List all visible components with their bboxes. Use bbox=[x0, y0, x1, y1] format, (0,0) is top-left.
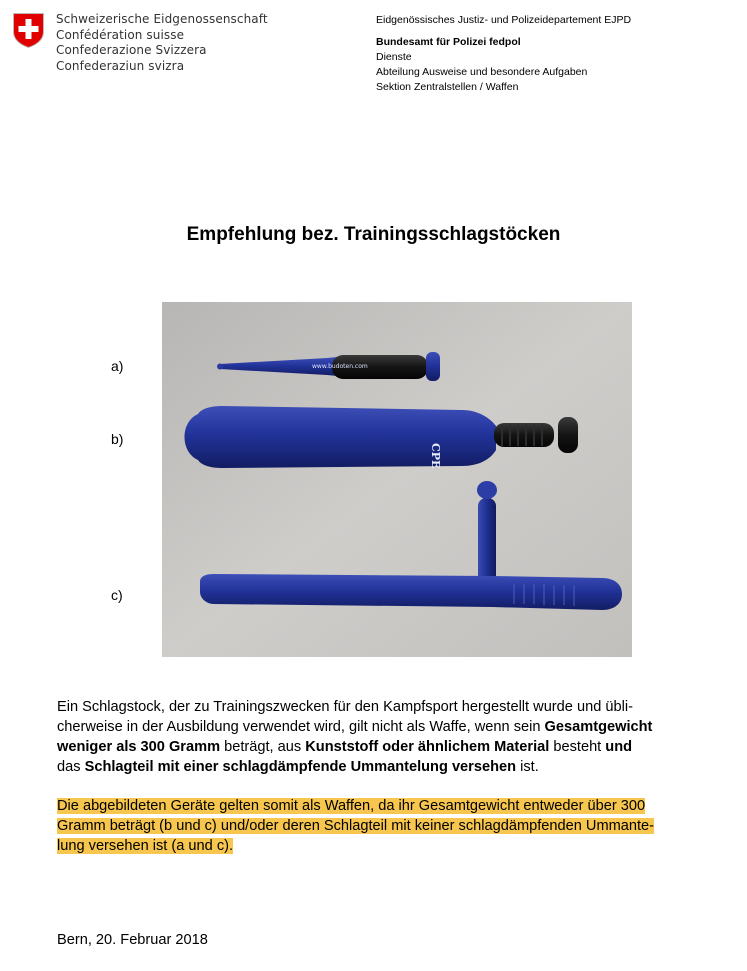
department-header bbox=[376, 13, 631, 95]
department-name: Eidgenössisches Justiz- und Polizeidepartement EJPD bbox=[376, 14, 632, 26]
text-run: beträgt, aus bbox=[220, 739, 306, 755]
confederation-line-de: Schweizerische Eidgenossenschaft bbox=[56, 12, 268, 26]
bold-run: weniger als 300 Gramm bbox=[57, 739, 221, 755]
paragraph-line bbox=[57, 737, 737, 757]
text-run: das bbox=[57, 759, 85, 775]
bold-run: Schlagteil mit einer schlagdämpfende Ummantelung versehen bbox=[84, 759, 517, 775]
text-run: ist. bbox=[516, 759, 539, 775]
highlighted-text: lung versehen ist (a und c). bbox=[57, 838, 234, 854]
photo-label-b: b) bbox=[111, 431, 124, 447]
paragraph-line bbox=[57, 816, 737, 836]
office-name: Bundesamt für Polizei fedpol bbox=[376, 36, 521, 48]
confederation-name bbox=[56, 12, 268, 74]
highlighted-text: Die abgebildeten Geräte gelten somit als Waffen, da ihr Gesamtgewicht entweder über 300 bbox=[57, 798, 646, 814]
paragraph-line bbox=[57, 697, 737, 717]
swiss-coat-of-arms-icon bbox=[12, 12, 45, 49]
paragraph-line bbox=[57, 717, 737, 737]
confederation-line-rm: Confederaziun svizra bbox=[56, 58, 185, 73]
photo-label-a: a) bbox=[111, 358, 124, 374]
baton-a-text: www.budoten.com bbox=[312, 363, 368, 370]
highlighted-text: Gramm beträgt (b und c) und/oder deren Schlagteil mit keiner schlagdämpfenden Ummante- bbox=[57, 818, 655, 834]
document-title: Empfehlung bez. Trainingsschlagstöcken bbox=[186, 224, 561, 245]
spacer bbox=[376, 28, 631, 35]
text-run: cherweise in der Ausbildung verwendet wird, gilt nicht als Waffe, wenn sein bbox=[57, 719, 545, 735]
department-line: Abteilung Ausweise und besondere Aufgaben bbox=[376, 66, 588, 78]
photo-label-c: c) bbox=[111, 587, 123, 603]
bold-run: Kunststoff oder ähnlichem Material bbox=[305, 739, 550, 755]
department-line: Dienste bbox=[376, 51, 412, 63]
text-run: besteht bbox=[549, 739, 606, 755]
bold-run: Gesamtgewicht bbox=[544, 719, 653, 735]
batons-photo bbox=[162, 302, 632, 657]
department-line: Sektion Zentralstellen / Waffen bbox=[376, 81, 519, 93]
paragraph-definition bbox=[57, 697, 737, 777]
paragraph-line bbox=[57, 757, 737, 777]
paragraph-line bbox=[57, 836, 737, 856]
confederation-line-it: Confederazione Svizzera bbox=[56, 43, 207, 57]
baton-b-text: CPE bbox=[429, 443, 442, 469]
paragraph-line bbox=[57, 796, 737, 816]
paragraph-conclusion bbox=[57, 796, 737, 856]
document-date: Bern, 20. Februar 2018 bbox=[57, 932, 208, 948]
confederation-line-fr: Confédération suisse bbox=[56, 27, 185, 42]
bold-run: und bbox=[605, 739, 633, 755]
text-run: Ein Schlagstock, der zu Trainingszwecken für den Kampfsport hergestellt wurde und übli- bbox=[57, 699, 633, 715]
